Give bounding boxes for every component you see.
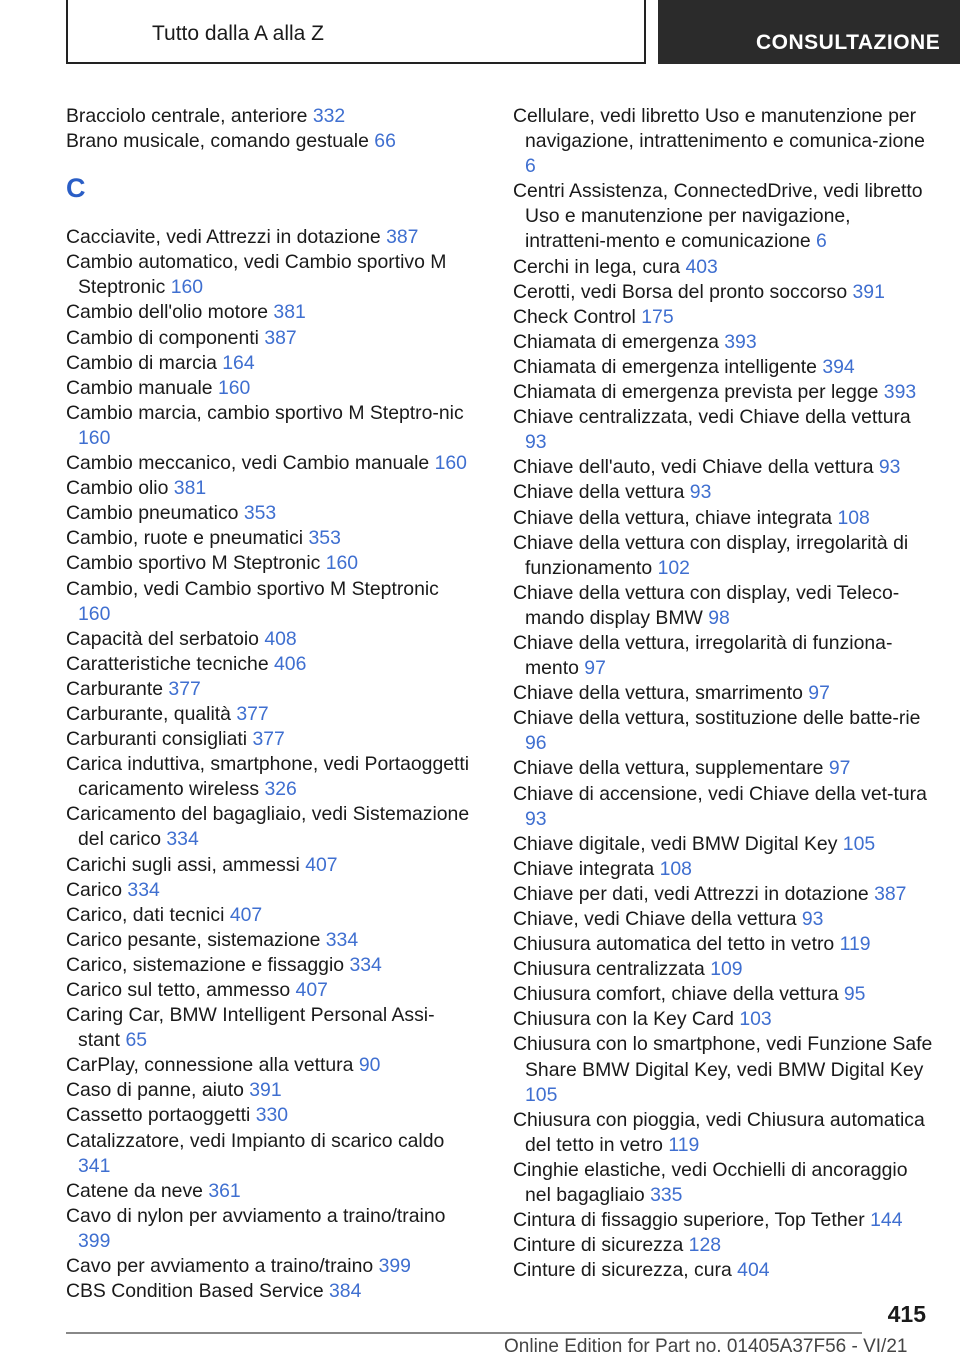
index-entry-text: Carburante (66, 677, 169, 700)
index-entry-text: Carico, sistemazione e fissaggio (66, 953, 350, 976)
index-entry-text: Chiusura con lo smartphone, vedi Funzione Safe Share BMW Digital Key, vedi BMW Digital Key (513, 1033, 933, 1081)
index-entry-page-link[interactable]: 334 (349, 953, 382, 976)
index-entry-text: Cambio, ruote e pneumatici (66, 527, 309, 550)
index-entry-text: Chiave della vettura, irregolarità di funziona‐mento (513, 631, 893, 680)
index-entry-page-link[interactable]: 160 (170, 276, 204, 299)
index-entry (66, 1103, 476, 1128)
index-letter-heading: C (66, 173, 86, 204)
index-entry (513, 706, 933, 756)
index-entry-page-link[interactable]: 90 (358, 1054, 381, 1077)
header-box (66, 0, 646, 64)
index-entry (513, 1032, 933, 1107)
index-entry (513, 455, 933, 480)
index-entry-text: Chiusura comfort, chiave della vettura (513, 983, 844, 1006)
index-entry-page-link[interactable]: 335 (650, 1184, 683, 1207)
index-entry-page-link[interactable]: 361 (208, 1179, 241, 1202)
index-entry (513, 882, 933, 907)
index-group-c (66, 225, 476, 1304)
index-entry-text: Chiave della vettura, supplementare (513, 757, 829, 780)
index-entry-page-link[interactable]: 144 (870, 1209, 903, 1232)
index-entry-page-link[interactable]: 164 (222, 351, 255, 374)
index-entry-text: Caratteristiche tecniche (66, 652, 275, 675)
index-entry-page-link[interactable]: 384 (329, 1280, 362, 1303)
index-entry (66, 104, 476, 129)
index-entry (513, 1108, 933, 1158)
index-entry-text: Bracciolo centrale, anteriore (66, 105, 313, 127)
index-entry-page-link[interactable]: 341 (78, 1154, 111, 1177)
index-entry (513, 756, 933, 781)
index-entry-page-link[interactable]: 128 (688, 1234, 722, 1257)
index-entry-page-link[interactable]: 407 (305, 853, 338, 876)
index-entry (513, 330, 933, 355)
index-entry-page-link[interactable]: 381 (273, 301, 306, 324)
index-entry (66, 978, 476, 1003)
index-entry-page-link[interactable]: 65 (125, 1029, 148, 1052)
index-entry-page-link[interactable]: 97 (828, 757, 851, 780)
index-entry (513, 957, 933, 982)
index-entry (66, 526, 476, 551)
index-entry-text: Cambio di componenti (66, 326, 265, 349)
index-entry-page-link[interactable]: 387 (874, 882, 907, 905)
index-entry (513, 480, 933, 505)
index-entry-text: Chiave di accensione, vedi Chiave della vet‐tura (513, 782, 927, 805)
index-entry-page-link[interactable]: 93 (878, 456, 901, 479)
index-entry-text: Cerchi in lega, cura (513, 255, 686, 278)
index-entry-text: Catalizzatore, vedi Impianto di scarico caldo (66, 1129, 445, 1152)
index-entry-text: Cambio meccanico, vedi Cambio manuale (66, 452, 435, 475)
index-entry (66, 702, 476, 727)
index-entry (66, 1078, 476, 1103)
index-entry-text: Cambio dell'olio motore (66, 301, 274, 324)
index-entry-text: Cerotti, vedi Borsa del pronto soccorso (513, 280, 853, 303)
index-entry-text: Chiave dell'auto, vedi Chiave della vettura (513, 456, 879, 479)
index-entry (66, 903, 476, 928)
index-entry (66, 1129, 476, 1179)
index-entry-text: Cambio sportivo M Steptronic (66, 552, 326, 575)
index-entry (66, 853, 476, 878)
index-entry (66, 677, 476, 702)
index-entry-page-link[interactable]: 334 (325, 928, 359, 951)
index-entry (66, 376, 476, 401)
index-entry (66, 928, 476, 953)
index-entry-text: Carburanti consigliati (66, 728, 253, 751)
index-entry-page-link[interactable]: 330 (255, 1104, 289, 1127)
index-entry-page-link[interactable]: 160 (325, 552, 359, 575)
index-column-left (66, 104, 476, 1304)
index-entry-text: Cambio marcia, cambio sportivo M Steptro‐nic (66, 401, 464, 424)
chapter-tab[interactable]: CONSULTAZIONE (658, 0, 960, 64)
index-entry-text: Cambio olio (66, 477, 174, 500)
index-entry-page-link[interactable]: 391 (852, 280, 885, 303)
index-entry (66, 129, 476, 154)
index-entry-text: Chiamata di emergenza (513, 330, 725, 353)
index-entry-text: Cintura di fissaggio superiore, Top Tether (513, 1209, 871, 1232)
index-entry (66, 351, 476, 376)
index-entry (513, 179, 933, 254)
index-entry (513, 932, 933, 957)
index-entry-page-link[interactable]: 334 (127, 878, 160, 901)
index-entry-page-link[interactable]: 399 (378, 1255, 411, 1278)
index-entry-page-link[interactable]: 393 (724, 330, 757, 353)
page-number: 415 (887, 1301, 926, 1327)
index-entry-page-link[interactable]: 408 (264, 627, 297, 650)
index-entry-page-link[interactable]: 119 (839, 933, 871, 956)
index-entry-page-link[interactable]: 377 (236, 702, 269, 725)
index-entry (513, 681, 933, 706)
index-entry (513, 280, 933, 305)
index-entry-page-link[interactable]: 66 (374, 130, 396, 153)
index-entry (66, 878, 476, 903)
index-entry-text: Chiave della vettura con display, vedi Teleco‐mando display BMW (513, 581, 900, 629)
index-entry-text: Chiave della vettura, sostituzione delle batte‐rie (513, 707, 921, 730)
index-entry (66, 1204, 476, 1254)
index-entry-text: Cambio automatico, vedi Cambio sportivo M Steptronic (66, 251, 447, 299)
index-entry (66, 953, 476, 978)
index-entry (513, 405, 933, 455)
index-entry-text: Cambio pneumatico (66, 502, 244, 525)
index-entry-page-link[interactable]: 399 (78, 1229, 111, 1252)
index-entry-text: Carichi sugli assi, ammessi (66, 853, 306, 876)
index-entry (66, 1179, 476, 1204)
index-entry-text: Check Control (513, 305, 642, 328)
index-entry (66, 1003, 476, 1053)
index-entry (66, 501, 476, 526)
index-entry-page-link[interactable]: 98 (708, 606, 730, 629)
index-entry-text: Capacità del serbatoio (66, 627, 265, 650)
index-entry (66, 476, 476, 501)
index-entry-page-link[interactable]: 407 (295, 979, 328, 1001)
index-entry-text: Chiusura automatica del tetto in vetro (513, 933, 840, 956)
index-entry-page-link[interactable]: 108 (659, 857, 692, 880)
index-entry (66, 627, 476, 652)
index-entry-text: Carico pesante, sistemazione (66, 928, 326, 951)
index-entry (513, 305, 933, 330)
index-entry-text: Chiave centralizzata, vedi Chiave della vettura (513, 406, 911, 429)
index-entry-text: Caring Car, BMW Intelligent Personal Assi‐stant (66, 1004, 435, 1052)
index-entry (513, 1007, 933, 1032)
index-entry-text: Cambio manuale (66, 376, 218, 399)
index-entry (513, 355, 933, 380)
index-entry-page-link[interactable]: 97 (808, 682, 830, 705)
section-title: Tutto dalla A alla Z (152, 22, 324, 45)
index-entry (66, 1279, 476, 1304)
index-entry (513, 857, 933, 882)
index-entry (513, 907, 933, 932)
index-entry-text: Brano musicale, comando gestuale (66, 130, 375, 153)
index-entry-text: Chiave integrata (513, 857, 660, 880)
index-entry-page-link[interactable]: 393 (883, 381, 917, 404)
index-entry (66, 225, 476, 250)
index-entry-page-link[interactable]: 160 (78, 602, 111, 625)
index-entry-text: Carico, dati tecnici (66, 903, 230, 926)
index-entry (66, 1053, 476, 1078)
index-entry (66, 577, 476, 627)
index-entry-page-link[interactable]: 119 (668, 1133, 700, 1156)
index-entry (513, 531, 933, 581)
index-entry (513, 782, 933, 832)
index-entry-text: Chiave della vettura con display, irregolarità di funzionamento (513, 531, 909, 579)
index-entry (66, 752, 476, 802)
index-entry-text: CBS Condition Based Service (66, 1280, 329, 1303)
footer-divider (66, 1332, 862, 1334)
index-entry-page-link[interactable]: 326 (264, 778, 297, 801)
index-entry-text: Catene da neve (66, 1179, 209, 1202)
index-entry-text: Centri Assistenza, ConnectedDrive, vedi libretto Uso e manutenzione per navigazione, intratteni‐mento e comunicazione (513, 180, 923, 253)
index-entry-page-link[interactable]: 97 (584, 657, 606, 680)
index-entry-text: Carburante, qualità (66, 702, 237, 725)
index-entry-page-link[interactable]: 95 (843, 983, 866, 1006)
index-entry-page-link[interactable]: 96 (525, 732, 547, 755)
index-entry-text: Cinghie elastiche, vedi Occhielli di ancoraggio nel bagagliaio (513, 1158, 908, 1207)
index-entry-page-link[interactable]: 105 (525, 1083, 558, 1106)
index-entry (513, 380, 933, 405)
index-entry (513, 1233, 933, 1258)
index-entry-page-link[interactable]: 93 (525, 431, 547, 454)
index-entry-text: Chiusura centralizzata (513, 958, 711, 981)
index-entry-text: Chiave della vettura, chiave integrata (513, 506, 838, 529)
index-entry-page-link[interactable]: 403 (685, 255, 718, 278)
index-entry-text: Chiusura con la Key Card (513, 1008, 740, 1031)
index-entry-text: Caso di panne, aiuto (66, 1079, 250, 1102)
index-entry-page-link[interactable]: 93 (525, 807, 547, 830)
index-entry (66, 326, 476, 351)
index-entry (66, 551, 476, 576)
index-entry (66, 727, 476, 752)
index-entry-page-link[interactable]: 404 (737, 1259, 770, 1282)
index-entry-page-link[interactable]: 160 (78, 426, 111, 449)
index-entry-page-link[interactable]: 353 (243, 502, 277, 525)
index-entry (66, 802, 476, 852)
index-group-b (66, 104, 476, 154)
index-entry-text: Chiusura con pioggia, vedi Chiusura automatica del tetto in vetro (513, 1108, 925, 1156)
index-entry-page-link[interactable]: 103 (739, 1008, 772, 1031)
index-column-right (513, 104, 933, 1283)
index-entry (66, 250, 476, 300)
index-entry (513, 506, 933, 531)
index-entry-text: Chiamata di emergenza intelligente (513, 355, 823, 378)
index-entry-text: Chiave per dati, vedi Attrezzi in dotazione (513, 882, 875, 905)
index-entry-page-link[interactable]: 407 (229, 903, 263, 926)
index-entry-text: Cinture di sicurezza, cura (513, 1259, 738, 1282)
index-entry-text: Caricamento del bagagliaio, vedi Sistemazione del carico (66, 803, 470, 851)
index-entry (66, 451, 476, 476)
index-entry-page-link[interactable]: 406 (274, 652, 307, 675)
index-entry-text: Chiave, vedi Chiave della vettura (513, 908, 802, 930)
index-entry (66, 300, 476, 325)
index-entry-text: Chiamata di emergenza prevista per legge (513, 381, 884, 404)
index-entry-page-link[interactable]: 394 (822, 355, 855, 378)
index-entry-page-link[interactable]: 6 (525, 155, 536, 178)
index-entry-text: Carico (66, 878, 128, 901)
index-entry-page-link[interactable]: 6 (816, 230, 827, 253)
index-entry-text: Cambio, vedi Cambio sportivo M Steptronic (66, 577, 439, 600)
index-entry (513, 581, 933, 631)
index-entry-page-link[interactable]: 160 (434, 452, 467, 475)
index-entry-page-link[interactable]: 387 (264, 326, 297, 349)
index-entry-text: Cavo di nylon per avviamento a traino/traino (66, 1204, 446, 1227)
index-entry-page-link[interactable]: 160 (217, 376, 251, 399)
index-entry-page-link[interactable]: 387 (386, 226, 419, 249)
index-entry-text: Chiave digitale, vedi BMW Digital Key (513, 832, 843, 855)
index-entry (513, 104, 933, 179)
index-entry (66, 401, 476, 451)
index-entry-text: Cellulare, vedi libretto Uso e manutenzione per navigazione, intrattenimento e comunica‐zione (513, 105, 925, 153)
index-entry-page-link[interactable]: 353 (308, 527, 341, 550)
index-entry (513, 832, 933, 857)
footer-edition: Online Edition for Part no. 01405A37F56 - VI/21 (504, 1336, 908, 1357)
index-entry (513, 1208, 933, 1233)
index-entry-page-link[interactable]: 332 (312, 105, 346, 127)
index-entry-text: Carico sul tetto, ammesso (66, 979, 296, 1001)
index-entry-page-link[interactable]: 391 (249, 1079, 282, 1102)
index-group-c-continued (513, 104, 933, 1283)
index-entry-text: Cassetto portaoggetti (66, 1104, 256, 1127)
index-entry (66, 652, 476, 677)
index-entry (66, 1254, 476, 1279)
index-entry (513, 631, 933, 681)
index-entry-page-link[interactable]: 377 (252, 728, 285, 751)
index-entry-text: Carica induttiva, smartphone, vedi Portaoggetti caricamento wireless (66, 753, 470, 801)
index-entry (513, 255, 933, 280)
index-entry-text: Cacciavite, vedi Attrezzi in dotazione (66, 226, 387, 249)
index-entry-text: Chiave della vettura, smarrimento (513, 682, 809, 705)
index-entry (513, 1258, 933, 1283)
index-entry-text: Cinture di sicurezza (513, 1234, 689, 1257)
index-entry-page-link[interactable]: 93 (689, 481, 712, 504)
index-entry-page-link[interactable]: 377 (168, 677, 201, 700)
index-entry-page-link[interactable]: 108 (837, 506, 870, 529)
index-entry-page-link[interactable]: 102 (657, 556, 690, 579)
index-entry-page-link[interactable]: 334 (166, 828, 199, 851)
index-entry-text: CarPlay, connessione alla vettura (66, 1054, 359, 1077)
index-entry-text: Chiave della vettura (513, 481, 690, 504)
index-entry (513, 1158, 933, 1208)
index-entry-page-link[interactable]: 105 (842, 832, 876, 855)
index-entry-text: Cavo per avviamento a traino/traino (66, 1255, 379, 1278)
index-entry-page-link[interactable]: 381 (173, 477, 207, 500)
index-entry-page-link[interactable]: 175 (641, 305, 674, 328)
index-entry-page-link[interactable]: 93 (801, 908, 824, 930)
index-entry-text: Cambio di marcia (66, 351, 223, 374)
index-entry-page-link[interactable]: 109 (710, 958, 743, 981)
index-entry (513, 982, 933, 1007)
